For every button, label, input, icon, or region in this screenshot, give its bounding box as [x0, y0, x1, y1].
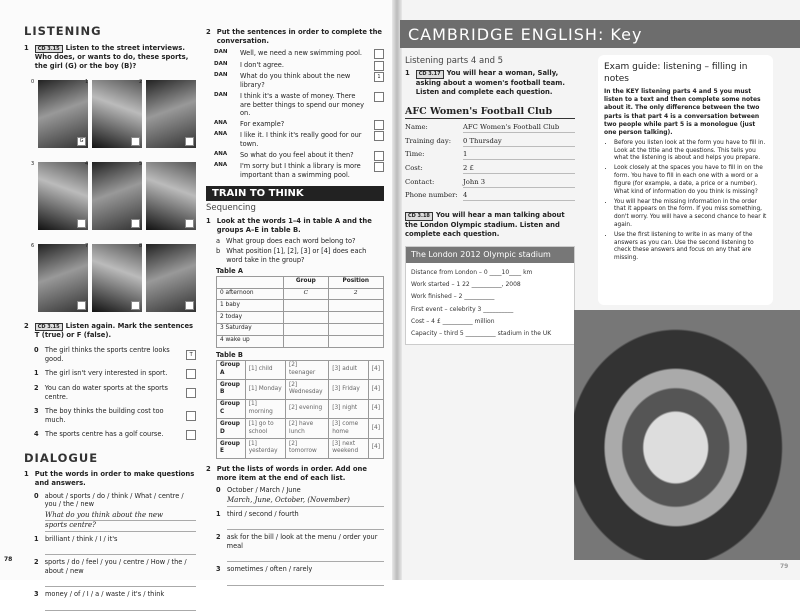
table-cell[interactable]: C: [284, 288, 328, 300]
dialogue-items: [34, 492, 196, 611]
form-value[interactable]: AFC Women's Football Club: [463, 123, 575, 133]
dialogue-title: DIALOGUE: [24, 450, 99, 465]
form-label: Cost:: [405, 163, 423, 172]
form-label: Name:: [405, 122, 428, 131]
left-column-2: [206, 28, 384, 589]
olympic-row: First event – celebrity 3 __________: [411, 305, 514, 313]
list-item: [216, 533, 384, 562]
q-text: You will hear a woman, Sally, asking about a women's football team. Listen and complete each question.: [415, 69, 565, 97]
table-cell: [2] Wednesday: [285, 380, 328, 400]
answer-box[interactable]: [131, 301, 140, 310]
tf-answer-box[interactable]: [186, 369, 196, 379]
q-number: 2: [24, 321, 29, 330]
item-number: 3: [34, 406, 39, 415]
page-number-left: 78: [4, 556, 13, 563]
conversation-list: [214, 49, 384, 180]
answer-box[interactable]: [185, 137, 194, 146]
train-title: TRAIN TO THINK: [212, 187, 304, 199]
table-cell[interactable]: [284, 323, 328, 335]
form-row: [405, 150, 575, 160]
q-text: Put the sentences in order to complete the conversation.: [216, 28, 383, 46]
photo-number: 5: [139, 160, 143, 167]
table-row: [217, 323, 384, 335]
sport-photo: [139, 78, 196, 148]
table-cell[interactable]: [328, 300, 383, 312]
line-text: For example?: [240, 119, 285, 128]
order-box[interactable]: [374, 49, 384, 59]
guide-bullet: • You will hear the missing information in the order that it appears on the form. If you miss something, don't worry. You will have a second chance to hear it again.: [614, 199, 767, 230]
list-item: [34, 535, 196, 555]
conversation-line: [214, 92, 384, 119]
table-row: [217, 312, 384, 324]
item-letter: a: [216, 236, 221, 245]
item-prompt: [216, 533, 384, 551]
item-number: 1: [34, 369, 39, 378]
sport-photo: [85, 160, 142, 230]
handwritten-answer: What do you think about the new: [45, 511, 196, 521]
answer-box[interactable]: [185, 219, 194, 228]
q-text: You will hear a man talking about the London Olympic stadium. Listen and complete each question.: [405, 211, 565, 239]
item-text: about / sports / do / think / What / centre / you / the / new: [44, 491, 184, 509]
table-cell[interactable]: [328, 312, 383, 324]
order-box[interactable]: [374, 92, 384, 102]
table-cell[interactable]: [284, 335, 328, 347]
speaker: ANA: [214, 119, 228, 126]
order-box[interactable]: [374, 162, 384, 172]
tf-answer-box[interactable]: [186, 430, 196, 440]
cambridge-header: CAMBRIDGE ENGLISH: Key: [400, 20, 800, 48]
item-prompt: [34, 590, 196, 599]
table-cell: [4]: [368, 380, 383, 400]
book-gutter: [392, 0, 402, 580]
statement-text: You can do water sports at the sports centre.: [44, 383, 168, 401]
olympic-row: Cost – 4 £ __________ million: [411, 317, 495, 325]
statement-text: The sports centre has a golf course.: [45, 430, 164, 439]
tf-answer-box[interactable]: T: [186, 350, 196, 360]
olympic-title: The London 2012 Olympic stadium: [406, 247, 574, 264]
q-number: 1: [24, 470, 29, 479]
answer-line[interactable]: [45, 601, 196, 611]
item-number: 0: [34, 491, 39, 500]
item-text: sports / do / feel / you / centre / How / the / about / new: [44, 558, 187, 575]
list-item: [216, 510, 384, 530]
table-cell: [3] Friday: [329, 380, 369, 400]
table-cell: [3] come home: [329, 419, 369, 439]
guide-title: Exam guide: listening – filling in notes: [604, 62, 748, 85]
table-row: [217, 419, 384, 439]
line-text: I think it's a waste of money. There are better things to spend our money on.: [240, 91, 364, 118]
olympic-stadium-photo: [574, 310, 800, 560]
q-text: Listen to the street interviews. Who does, or wants to do, these sports, the girl (G) or the boy (B)?: [34, 43, 189, 71]
sport-photo: [85, 242, 142, 312]
table-cell[interactable]: [284, 312, 328, 324]
table-cell: [1] morning: [245, 399, 285, 419]
table-header-row: [217, 276, 384, 288]
tf-answer-box[interactable]: [186, 388, 196, 398]
table-cell[interactable]: [328, 335, 383, 347]
item-number: 4: [34, 430, 39, 439]
photo-number: 2: [139, 78, 143, 85]
guide-bullet: • Use the first listening to write in as many of the answers as you can. Use the second listening to check these answers and focus on any that are missing.: [614, 232, 767, 263]
item-number: 2: [216, 533, 221, 542]
item-text: ask for the bill / look at the menu / order your meal: [226, 533, 378, 551]
statement-row: [34, 405, 196, 426]
table-row: [217, 380, 384, 400]
conversation-line: [214, 49, 384, 59]
statement: [34, 346, 186, 364]
line-text: I'm sorry but I think a library is more important than a swimming pool.: [240, 162, 361, 179]
line-text: So what do you feel about it then?: [240, 150, 354, 159]
form-label: Training day:: [405, 136, 451, 145]
order-box[interactable]: [374, 151, 384, 161]
table-cell: 1 baby: [217, 300, 284, 312]
item-text: October / March / June: [227, 485, 301, 494]
handwritten-answer: March, June, October, (November): [227, 496, 384, 506]
form-value[interactable]: 4: [463, 191, 575, 201]
item-number: 3: [216, 565, 221, 574]
listening-parts-subtitle: Listening parts 4 and 5: [405, 56, 504, 66]
table-cell: Group C: [217, 399, 246, 419]
line-text: I like it. I think it's really good for our town.: [240, 131, 362, 149]
statement-text: The girl isn't very interested in sport.: [45, 369, 168, 378]
photo-number: 1: [85, 78, 89, 85]
sequencing-subtitle: Sequencing: [206, 203, 256, 214]
item-prompt: [216, 565, 384, 574]
listening-section: [24, 24, 196, 614]
conversation-line: [214, 151, 384, 161]
item-text: What group does each word belong to?: [226, 236, 356, 245]
tf-answer-box[interactable]: [186, 411, 196, 421]
table-cell[interactable]: [328, 323, 383, 335]
answer-box[interactable]: [131, 137, 140, 146]
table-row: [217, 300, 384, 312]
item-number: 1: [216, 509, 221, 518]
photo-number: 3: [31, 160, 35, 167]
olympic-row: Distance from London – 0 ____10____ km: [411, 269, 533, 277]
table-cell: [2] teenager: [285, 360, 328, 380]
table-b-label: Table B: [216, 350, 243, 359]
statement-row: [34, 429, 196, 441]
answer-line[interactable]: [45, 577, 196, 587]
form-row: [405, 137, 575, 147]
statement: [34, 384, 186, 402]
speaker: DAN: [214, 91, 228, 98]
item-text: What position [1], [2], [3] or [4] does each word take in the group?: [226, 247, 367, 264]
page-number-right: 79: [780, 563, 789, 570]
statement-row: [34, 345, 196, 366]
q-number: 1: [24, 43, 29, 52]
football-form: [405, 123, 575, 202]
right-column-1: [405, 56, 575, 345]
statement: [34, 407, 186, 425]
item-prompt: [216, 510, 384, 519]
table-cell: [4]: [368, 360, 383, 380]
statement-row: [34, 382, 196, 403]
sport-photo: [85, 78, 142, 148]
answer-box[interactable]: G: [77, 137, 86, 146]
item-number: 0: [216, 485, 221, 494]
statement-row: [34, 368, 196, 380]
audio-badge: CD 3.17: [416, 70, 444, 79]
item-text: money / of / I / a / waste / it's / think: [45, 590, 165, 599]
conversation-line: [214, 162, 384, 180]
line-text: What do you think about the new library?: [240, 72, 351, 90]
form-row: [405, 123, 575, 133]
photo-number: 4: [85, 160, 89, 167]
order-items: [216, 486, 384, 586]
order-box[interactable]: [374, 131, 384, 141]
audio-badge: CD 3.15: [35, 323, 63, 332]
table-row: [217, 439, 384, 459]
item-number: 2: [34, 383, 39, 392]
item-text: sometimes / often / rarely: [227, 565, 313, 574]
item-letter: b: [216, 247, 221, 256]
statement-text: The boy thinks the building cost too much.: [45, 406, 164, 424]
table-cell: [4]: [368, 419, 383, 439]
conversation-line: [214, 61, 384, 71]
q-number: 2: [206, 464, 211, 473]
answer-box[interactable]: [77, 219, 86, 228]
q-number: 1: [206, 216, 211, 225]
photo-number: 8: [139, 242, 143, 249]
table-cell: [1] Monday: [245, 380, 285, 400]
sport-photo: [31, 242, 88, 312]
list-item: [216, 565, 384, 585]
table-cell: 3 Saturday: [217, 323, 284, 335]
list-item: [34, 492, 196, 532]
table-cell: Group D: [217, 419, 246, 439]
table-cell: [2] tomorrow: [285, 439, 328, 459]
table-cell: 0 afternoon: [217, 288, 284, 300]
sport-photo: [31, 78, 88, 148]
q-text: Put the words in order to make questions and answers.: [34, 470, 195, 488]
table-cell: [3] adult: [329, 360, 369, 380]
order-box[interactable]: [374, 61, 384, 71]
table-cell: [4]: [368, 399, 383, 419]
olympic-form: [405, 246, 575, 345]
answer-line[interactable]: [45, 545, 196, 555]
item-number: 0: [34, 346, 39, 355]
speaker: DAN: [214, 49, 228, 56]
answer-line[interactable]: [227, 576, 384, 586]
table-cell[interactable]: 2: [328, 288, 383, 300]
photo-number: 7: [85, 242, 89, 249]
audio-badge: CD 3.18: [405, 212, 433, 221]
form-value[interactable]: John 3: [463, 178, 575, 188]
guide-bullet: • Look closely at the spaces you have to fill in on the form. You have to fill in each one with a word or a figure (for example, a date, a price or a number). What kind of information do you think is missing?: [614, 165, 767, 196]
answer-box[interactable]: [77, 301, 86, 310]
table-header: Group: [284, 276, 328, 288]
table-cell: [4]: [368, 439, 383, 459]
form-row: [405, 164, 575, 174]
item-text: brilliant / think / I / it's: [45, 534, 118, 543]
item-prompt: [34, 558, 196, 576]
q-text: Look at the words 1–4 in table A and the groups A–E in table B.: [216, 216, 372, 234]
sport-photo: [31, 160, 88, 230]
answer-line[interactable]: [227, 552, 384, 562]
form-value[interactable]: 1: [463, 150, 575, 160]
photo-grid: [31, 78, 196, 312]
form-value[interactable]: 2 £: [463, 164, 575, 174]
form-label: Phone number:: [405, 191, 458, 200]
line-text: I don't agree.: [240, 60, 284, 69]
item-prompt: [216, 486, 384, 495]
q-number: 1: [405, 69, 410, 78]
table-cell: [2] have lunch: [285, 419, 328, 439]
form-label: Contact:: [405, 177, 435, 186]
table-cell: Group B: [217, 380, 246, 400]
speaker: ANA: [214, 150, 228, 157]
table-cell: [3] next weekend: [329, 439, 369, 459]
table-cell: [1] go to school: [245, 419, 285, 439]
item-prompt: [34, 492, 196, 510]
sport-photo: [139, 160, 196, 230]
order-box[interactable]: [374, 120, 384, 130]
train-to-think-banner: [206, 186, 384, 202]
table-row: [217, 399, 384, 419]
table-cell: Group E: [217, 439, 246, 459]
list-item: [34, 558, 196, 587]
speaker: DAN: [214, 60, 228, 67]
guide-bullets: [604, 140, 767, 263]
table-cell: 4 wake up: [217, 335, 284, 347]
statement: [34, 430, 164, 439]
table-cell: [2] evening: [285, 399, 328, 419]
exam-guide-box: [598, 55, 773, 305]
table-a-label: Table A: [216, 266, 243, 275]
conversation-line: [214, 120, 384, 130]
table-header: [217, 276, 284, 288]
table-cell[interactable]: [284, 300, 328, 312]
listening-title: LISTENING: [24, 24, 102, 38]
photo-number: 6: [31, 242, 35, 249]
item-prompt: [34, 535, 196, 544]
q-number: 2: [206, 28, 211, 36]
answer-line[interactable]: [227, 520, 384, 530]
guide-bullet: • Before you listen look at the form you have to fill in. Look at the title and the questions. This tells you what the listening is about and helps you prepare.: [614, 140, 767, 163]
q-text: Listen again. Mark the sentences T (true) or F (false).: [34, 321, 194, 340]
form-value[interactable]: 0 Thursday: [463, 137, 575, 147]
sport-photo: [139, 242, 196, 312]
statement-list: [34, 345, 196, 441]
order-box[interactable]: 1: [374, 72, 384, 82]
statement-text: The girl thinks the sports centre looks good.: [44, 346, 170, 363]
form-row: [405, 191, 575, 201]
olympic-row: Capacity – third 5 __________ stadium in the UK: [411, 329, 552, 337]
table-header: Position: [328, 276, 383, 288]
table-row: [217, 360, 384, 380]
conversation-line: [214, 131, 384, 149]
item-number: 3: [34, 590, 39, 599]
speaker: ANA: [214, 131, 228, 138]
table-cell: [1] child: [245, 360, 285, 380]
item-number: 1: [34, 534, 39, 543]
table-a: [216, 276, 384, 348]
form-title: AFC Women's Football Club: [405, 106, 575, 120]
answer-box[interactable]: [185, 301, 194, 310]
list-item: [34, 590, 196, 610]
answer-box[interactable]: [131, 219, 140, 228]
table-cell: [1] yesterday: [245, 439, 285, 459]
olympic-row: Work started – 1 22 __________, 2008: [411, 281, 521, 289]
table-row: [217, 335, 384, 347]
list-item: [216, 486, 384, 507]
form-row: [405, 178, 575, 188]
form-label: Time:: [405, 150, 425, 159]
handwritten-answer: sports centre?: [45, 521, 196, 531]
speaker: ANA: [214, 162, 228, 169]
table-cell: [3] night: [329, 399, 369, 419]
conversation-line: [214, 72, 384, 90]
line-text: Well, we need a new swimming pool.: [240, 49, 363, 58]
item-number: 2: [34, 558, 39, 567]
photo-number: 0: [31, 78, 35, 85]
speaker: DAN: [214, 72, 228, 79]
table-b: [216, 360, 384, 459]
guide-intro: In the KEY listening parts 4 and 5 you must listen to a text and then complete some notes about it. The only difference between the two parts is that part 4 is a conversation between two people while part 5 is a monologue (just one person talking).: [604, 88, 761, 136]
q-text: Put the lists of words in order. Add one more item at the end of each list.: [216, 464, 368, 482]
item-text: third / second / fourth: [227, 509, 299, 518]
table-cell: 2 today: [217, 312, 284, 324]
table-cell: Group A: [217, 360, 246, 380]
table-row: [217, 288, 384, 300]
statement: [34, 369, 167, 378]
olympic-row: Work finished – 2 __________: [411, 293, 495, 301]
audio-badge: CD 3.15: [35, 45, 63, 54]
